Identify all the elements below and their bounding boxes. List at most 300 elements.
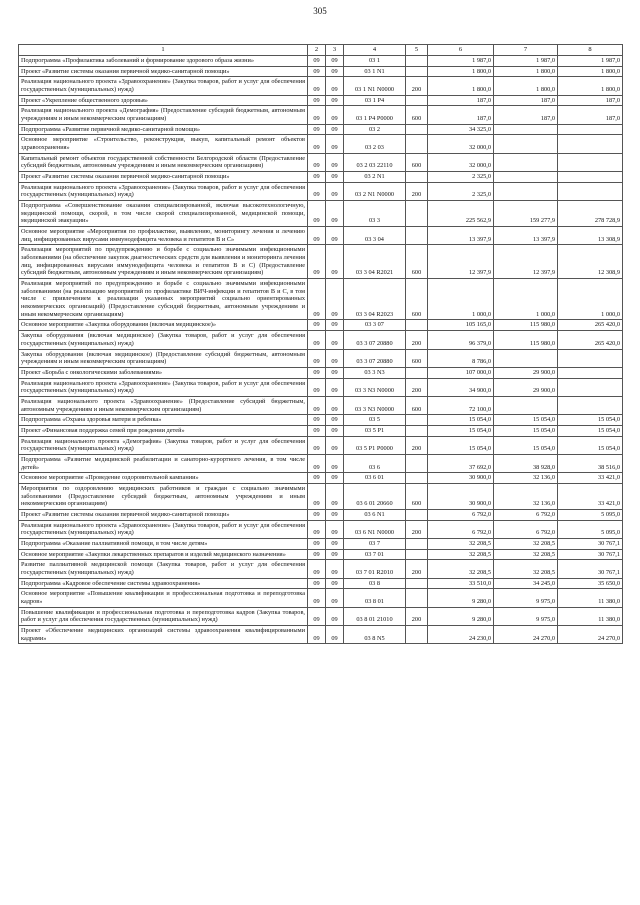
row-name-cell: Основное мероприятие «Проведение оздоровительной кампании» [19,473,308,484]
subsection-code-cell: 09 [326,473,344,484]
amount-year2-cell: 32 136,0 [494,473,558,484]
table-row [19,425,623,436]
section-code-cell: 09 [308,473,326,484]
amount-year3-cell [558,153,623,171]
amount-year3-cell: 30 767,1 [558,549,623,560]
section-code-cell: 09 [308,378,326,396]
subsection-code-cell: 09 [326,367,344,378]
column-header: 1 [19,45,308,56]
target-article-cell: 03 2 [344,124,406,135]
section-code-cell: 09 [308,227,326,245]
target-article-cell: 03 3 N3 N0000 [344,378,406,396]
expense-type-cell [406,135,428,153]
section-code-cell: 09 [308,106,326,124]
row-name-cell: Реализация национального проекта «Демография» (Закупка товаров, работ и услуг для обеспечения государственных (муниципальных) нужд) [19,436,308,454]
target-article-cell: 03 7 01 [344,549,406,560]
section-code-cell: 09 [308,436,326,454]
table-row [19,560,623,578]
expense-type-cell [406,56,428,67]
target-article-cell: 03 5 [344,415,406,426]
subsection-code-cell: 09 [326,227,344,245]
column-header: 2 [308,45,326,56]
column-header: 5 [406,45,428,56]
subsection-code-cell: 09 [326,331,344,349]
subsection-code-cell: 09 [326,172,344,183]
amount-year3-cell: 5 095,0 [558,520,623,538]
amount-year2-cell: 1 800,0 [494,66,558,77]
amount-year3-cell: 38 516,0 [558,454,623,472]
subsection-code-cell: 09 [326,520,344,538]
amount-year1-cell: 32 000,0 [428,135,494,153]
table-row [19,396,623,414]
table-row [19,436,623,454]
amount-year2-cell: 115 980,0 [494,331,558,349]
target-article-cell: 03 1 [344,56,406,67]
subsection-code-cell: 09 [326,124,344,135]
section-code-cell: 09 [308,589,326,607]
row-name-cell: Проект «Борьба с онкологическими заболеваниями» [19,367,308,378]
section-code-cell: 09 [308,135,326,153]
expense-type-cell: 600 [406,396,428,414]
subsection-code-cell: 09 [326,589,344,607]
table-row [19,331,623,349]
row-name-cell: Реализация национального проекта «Демография» (Предоставление субсидий бюджетным, автономным учреждениям и иным некоммерческим организациям) [19,106,308,124]
amount-year3-cell: 11 380,0 [558,589,623,607]
expense-type-cell [406,124,428,135]
target-article-cell: 03 7 01 R2010 [344,560,406,578]
target-article-cell: 03 8 01 21010 [344,607,406,625]
section-code-cell: 09 [308,95,326,106]
amount-year2-cell: 1 000,0 [494,279,558,320]
row-name-cell: Проект «Укрепление общественного здоровья» [19,95,308,106]
expense-type-cell: 600 [406,153,428,171]
row-name-cell: Подпрограмма «Развитие первичной медико-санитарной помощи» [19,124,308,135]
expense-type-cell [406,201,428,227]
row-name-cell: Закупка оборудования (включая медицинское) (Предоставление субсидий бюджетным, автономным учреждениям и иным некоммерческим организациям) [19,349,308,367]
amount-year3-cell [558,135,623,153]
amount-year1-cell: 15 054,0 [428,436,494,454]
amount-year1-cell: 37 692,0 [428,454,494,472]
amount-year1-cell: 12 397,9 [428,245,494,279]
table-row [19,106,623,124]
amount-year1-cell: 1 987,0 [428,56,494,67]
expense-type-cell [406,66,428,77]
amount-year2-cell: 1 987,0 [494,56,558,67]
table-row [19,520,623,538]
target-article-cell: 03 3 07 [344,320,406,331]
subsection-code-cell: 09 [326,625,344,643]
amount-year3-cell: 30 767,1 [558,560,623,578]
table-row [19,135,623,153]
amount-year3-cell: 265 420,0 [558,331,623,349]
amount-year1-cell: 34 900,0 [428,378,494,396]
target-article-cell: 03 2 N1 N0000 [344,182,406,200]
expense-type-cell [406,589,428,607]
subsection-code-cell: 09 [326,349,344,367]
amount-year3-cell: 1 987,0 [558,56,623,67]
section-code-cell: 09 [308,560,326,578]
section-code-cell: 09 [308,607,326,625]
amount-year1-cell: 33 510,0 [428,578,494,589]
table-row [19,56,623,67]
amount-year2-cell: 34 245,0 [494,578,558,589]
target-article-cell: 03 3 07 20880 [344,349,406,367]
amount-year2-cell [494,124,558,135]
amount-year3-cell: 278 728,9 [558,201,623,227]
row-name-cell: Подпрограмма «Совершенствование оказания специализированной, включая высокотехнологичную, медицинской помощи, скорой, в том числе скорой специализированной, медицинской помощи, медицинской эвакуации» [19,201,308,227]
expense-type-cell [406,578,428,589]
row-name-cell: Реализация национального проекта «Здравоохранение» (Закупка товаров, работ и услуг для обеспечения государственных (муниципальных) нужд) [19,182,308,200]
row-name-cell: Реализация национального проекта «Здравоохранение» (Предоставление субсидий бюджетным, автономным учреждениям и иным некоммерческим организациям) [19,396,308,414]
table-row [19,549,623,560]
section-code-cell: 09 [308,245,326,279]
table-header-row [19,45,623,56]
table-row [19,245,623,279]
amount-year2-cell [494,172,558,183]
section-code-cell: 09 [308,182,326,200]
row-name-cell: Подпрограмма «Оказание паллиативной помощи, в том числе детям» [19,538,308,549]
target-article-cell: 03 1 P4 [344,95,406,106]
section-code-cell: 09 [308,56,326,67]
target-article-cell: 03 3 07 20880 [344,331,406,349]
subsection-code-cell: 09 [326,378,344,396]
amount-year2-cell: 15 054,0 [494,415,558,426]
amount-year3-cell: 15 054,0 [558,415,623,426]
table-row [19,279,623,320]
expense-type-cell [406,172,428,183]
amount-year1-cell: 34 325,0 [428,124,494,135]
amount-year2-cell: 15 054,0 [494,436,558,454]
amount-year1-cell: 32 208,5 [428,549,494,560]
section-code-cell: 09 [308,549,326,560]
amount-year1-cell: 9 280,0 [428,589,494,607]
amount-year2-cell: 6 792,0 [494,509,558,520]
subsection-code-cell: 09 [326,56,344,67]
amount-year3-cell [558,378,623,396]
amount-year1-cell: 6 792,0 [428,509,494,520]
expense-type-cell [406,425,428,436]
subsection-code-cell: 09 [326,549,344,560]
amount-year2-cell: 9 975,0 [494,607,558,625]
expense-type-cell [406,538,428,549]
column-header: 4 [344,45,406,56]
section-code-cell: 09 [308,396,326,414]
expense-type-cell [406,415,428,426]
column-header: 7 [494,45,558,56]
expense-type-cell: 600 [406,279,428,320]
amount-year2-cell [494,153,558,171]
amount-year3-cell: 24 270,0 [558,625,623,643]
subsection-code-cell: 09 [326,607,344,625]
section-code-cell: 09 [308,625,326,643]
row-name-cell: Подпрограмма «Развитие медицинской реабилитации и санаторно-курортного лечения, в том числе детей» [19,454,308,472]
table-row [19,320,623,331]
amount-year1-cell: 32 000,0 [428,153,494,171]
table-row [19,124,623,135]
section-code-cell: 09 [308,153,326,171]
amount-year3-cell: 33 421,0 [558,483,623,509]
row-name-cell: Проект «Обеспечение медицинских организаций системы здравоохранения квалифицированными кадрами» [19,625,308,643]
amount-year2-cell: 38 928,0 [494,454,558,472]
target-article-cell: 03 3 [344,201,406,227]
target-article-cell: 03 8 [344,578,406,589]
amount-year1-cell: 15 054,0 [428,415,494,426]
subsection-code-cell: 09 [326,425,344,436]
subsection-code-cell: 09 [326,279,344,320]
section-code-cell: 09 [308,509,326,520]
subsection-code-cell: 09 [326,560,344,578]
table-row [19,95,623,106]
row-name-cell: Основное мероприятие «Мероприятия по профилактике, выявлению, мониторингу лечения и лечению лиц, инфицированных вирусами иммунодефицита человека и гепатитов В и С» [19,227,308,245]
expense-type-cell [406,549,428,560]
subsection-code-cell: 09 [326,135,344,153]
amount-year3-cell: 1 800,0 [558,66,623,77]
subsection-code-cell: 09 [326,483,344,509]
row-name-cell: Реализация национального проекта «Здравоохранение» (Закупка товаров, работ и услуг для обеспечения государственных (муниципальных) нужд) [19,77,308,95]
subsection-code-cell: 09 [326,509,344,520]
amount-year1-cell: 105 165,0 [428,320,494,331]
target-article-cell: 03 5 P1 [344,425,406,436]
target-article-cell: 03 6 [344,454,406,472]
subsection-code-cell: 09 [326,454,344,472]
row-name-cell: Основное мероприятие «Закупки лекарственных препаратов и изделий медицинского назначения» [19,549,308,560]
section-code-cell: 09 [308,538,326,549]
row-name-cell: Развитие паллиативной медицинской помощи (Закупка товаров, работ и услуг для обеспечения государственных (муниципальных) нужд) [19,560,308,578]
expense-type-cell [406,227,428,245]
amount-year3-cell: 35 650,0 [558,578,623,589]
section-code-cell: 09 [308,349,326,367]
amount-year2-cell: 32 208,5 [494,549,558,560]
row-name-cell: Проект «Финансовая поддержка семей при рождении детей» [19,425,308,436]
table-row [19,227,623,245]
column-header: 8 [558,45,623,56]
column-header: 6 [428,45,494,56]
table-row [19,483,623,509]
amount-year2-cell: 32 208,5 [494,538,558,549]
amount-year3-cell: 187,0 [558,106,623,124]
expense-type-cell: 200 [406,560,428,578]
subsection-code-cell: 09 [326,201,344,227]
table-row [19,201,623,227]
target-article-cell: 03 3 04 [344,227,406,245]
expense-type-cell [406,95,428,106]
amount-year1-cell: 24 230,0 [428,625,494,643]
amount-year2-cell [494,182,558,200]
amount-year2-cell: 187,0 [494,106,558,124]
amount-year1-cell: 6 792,0 [428,520,494,538]
amount-year2-cell: 9 975,0 [494,589,558,607]
row-name-cell: Реализация национального проекта «Здравоохранение» (Закупка товаров, работ и услуг для обеспечения государственных (муниципальных) нужд) [19,378,308,396]
amount-year1-cell: 2 325,0 [428,182,494,200]
amount-year3-cell: 30 767,1 [558,538,623,549]
amount-year3-cell [558,172,623,183]
target-article-cell: 03 6 N1 N0000 [344,520,406,538]
table-row [19,349,623,367]
subsection-code-cell: 09 [326,415,344,426]
target-article-cell: 03 1 N1 N0000 [344,77,406,95]
expense-type-cell: 600 [406,106,428,124]
target-article-cell: 03 8 01 [344,589,406,607]
table-row [19,538,623,549]
amount-year2-cell: 187,0 [494,95,558,106]
amount-year1-cell: 1 000,0 [428,279,494,320]
target-article-cell: 03 3 04 R2021 [344,245,406,279]
amount-year3-cell: 11 380,0 [558,607,623,625]
table-row [19,509,623,520]
amount-year3-cell: 1 000,0 [558,279,623,320]
target-article-cell: 03 6 N1 [344,509,406,520]
amount-year1-cell: 9 280,0 [428,607,494,625]
row-name-cell: Реализация национального проекта «Здравоохранение» (Закупка товаров, работ и услуг для обеспечения государственных (муниципальных) нужд) [19,520,308,538]
target-article-cell: 03 2 N1 [344,172,406,183]
table-row [19,172,623,183]
amount-year2-cell [494,349,558,367]
amount-year3-cell [558,367,623,378]
expense-type-cell [406,509,428,520]
amount-year3-cell: 33 421,0 [558,473,623,484]
table-row [19,415,623,426]
amount-year1-cell: 96 379,0 [428,331,494,349]
amount-year1-cell: 8 786,0 [428,349,494,367]
target-article-cell: 03 3 04 R2023 [344,279,406,320]
subsection-code-cell: 09 [326,77,344,95]
section-code-cell: 09 [308,454,326,472]
amount-year1-cell: 30 900,0 [428,473,494,484]
row-name-cell: Проект «Развитие системы оказания первичной медико-санитарной помощи» [19,172,308,183]
expense-type-cell [406,454,428,472]
row-name-cell: Мероприятия по оздоровлению медицинских работников и граждан с социально значимыми заболеваниями (Предоставление субсидий бюджетным, автономным учреждениям и иным некоммерческим организациям) [19,483,308,509]
amount-year3-cell: 12 308,9 [558,245,623,279]
table-row [19,367,623,378]
table-row [19,378,623,396]
section-code-cell: 09 [308,425,326,436]
target-article-cell: 03 6 01 [344,473,406,484]
target-article-cell: 03 6 01 20660 [344,483,406,509]
amount-year1-cell: 187,0 [428,95,494,106]
target-article-cell: 03 3 N3 [344,367,406,378]
expense-type-cell: 200 [406,436,428,454]
subsection-code-cell: 09 [326,182,344,200]
subsection-code-cell: 09 [326,106,344,124]
expense-type-cell: 600 [406,245,428,279]
target-article-cell: 03 3 N3 N0000 [344,396,406,414]
amount-year1-cell: 187,0 [428,106,494,124]
expense-type-cell: 200 [406,77,428,95]
subsection-code-cell: 09 [326,245,344,279]
amount-year3-cell: 1 800,0 [558,77,623,95]
row-name-cell: Основное мероприятие «Повышение квалификации и профессиональная подготовка и переподготовка кадров» [19,589,308,607]
expense-type-cell: 200 [406,378,428,396]
amount-year1-cell: 107 000,0 [428,367,494,378]
expense-type-cell [406,473,428,484]
row-name-cell: Капитальный ремонт объектов государственной собственности Белгородской области (Предоставление субсидий бюджетным, автономным учреждениям и иным некоммерческим организациям) [19,153,308,171]
expense-type-cell: 200 [406,520,428,538]
expense-type-cell [406,367,428,378]
section-code-cell: 09 [308,77,326,95]
table-row [19,454,623,472]
amount-year2-cell: 32 208,5 [494,560,558,578]
subsection-code-cell: 09 [326,153,344,171]
amount-year2-cell: 159 277,9 [494,201,558,227]
amount-year1-cell: 1 800,0 [428,66,494,77]
row-name-cell: Проект «Развитие системы оказания первичной медико-санитарной помощи» [19,66,308,77]
expense-type-cell: 200 [406,331,428,349]
target-article-cell: 03 7 [344,538,406,549]
row-name-cell: Проект «Развитие системы оказания первичной медико-санитарной помощи» [19,509,308,520]
subsection-code-cell: 09 [326,320,344,331]
section-code-cell: 09 [308,201,326,227]
row-name-cell: Основное мероприятие «Закупка оборудования (включая медицинское)» [19,320,308,331]
section-code-cell: 09 [308,279,326,320]
section-code-cell: 09 [308,331,326,349]
section-code-cell: 09 [308,367,326,378]
amount-year3-cell: 13 308,9 [558,227,623,245]
table-row [19,77,623,95]
section-code-cell: 09 [308,415,326,426]
subsection-code-cell: 09 [326,578,344,589]
amount-year3-cell: 265 420,0 [558,320,623,331]
section-code-cell: 09 [308,124,326,135]
amount-year2-cell: 32 136,0 [494,483,558,509]
amount-year1-cell: 72 100,0 [428,396,494,414]
table-row [19,578,623,589]
amount-year1-cell: 30 900,0 [428,483,494,509]
amount-year1-cell: 2 325,0 [428,172,494,183]
section-code-cell: 09 [308,483,326,509]
page-number: 305 [313,6,327,16]
subsection-code-cell: 09 [326,66,344,77]
subsection-code-cell: 09 [326,396,344,414]
subsection-code-cell: 09 [326,538,344,549]
expense-type-cell [406,320,428,331]
amount-year1-cell: 13 397,9 [428,227,494,245]
amount-year3-cell: 5 095,0 [558,509,623,520]
target-article-cell: 03 8 N5 [344,625,406,643]
amount-year3-cell: 15 054,0 [558,425,623,436]
amount-year3-cell [558,396,623,414]
row-name-cell: Реализация мероприятий по предупреждению и борьбе с социально значимыми инфекционными заболеваниями (на обеспечение закупок диагностических средств для выявления и мониторинга лечения лиц, инфицированных вирусами иммунодефицита человека и гепатитов В и С) (Предоставление субсидий бюджетным, автономным учреждениям и иным некоммерческим организациям) [19,245,308,279]
expense-type-cell: 600 [406,483,428,509]
table-row [19,182,623,200]
target-article-cell: 03 1 P4 P0000 [344,106,406,124]
amount-year3-cell [558,182,623,200]
amount-year1-cell: 32 208,5 [428,538,494,549]
row-name-cell: Повышение квалификации и профессиональная подготовка и переподготовка кадров (Закупка товаров, работ и услуг для обеспечения государственных (муниципальных) нужд) [19,607,308,625]
section-code-cell: 09 [308,578,326,589]
table-row [19,66,623,77]
target-article-cell: 03 1 N1 [344,66,406,77]
amount-year2-cell: 12 397,9 [494,245,558,279]
section-code-cell: 09 [308,66,326,77]
section-code-cell: 09 [308,320,326,331]
amount-year1-cell: 32 208,5 [428,560,494,578]
row-name-cell: Подпрограмма «Кадровое обеспечение системы здравоохранения» [19,578,308,589]
amount-year2-cell [494,135,558,153]
amount-year3-cell: 15 054,0 [558,436,623,454]
table-row [19,153,623,171]
subsection-code-cell: 09 [326,95,344,106]
section-code-cell: 09 [308,520,326,538]
amount-year2-cell: 6 792,0 [494,520,558,538]
amount-year2-cell [494,396,558,414]
amount-year1-cell: 225 562,9 [428,201,494,227]
amount-year1-cell: 15 054,0 [428,425,494,436]
amount-year2-cell: 29 900,0 [494,367,558,378]
amount-year2-cell: 1 800,0 [494,77,558,95]
expense-type-cell: 200 [406,607,428,625]
target-article-cell: 03 2 03 [344,135,406,153]
amount-year1-cell: 1 800,0 [428,77,494,95]
